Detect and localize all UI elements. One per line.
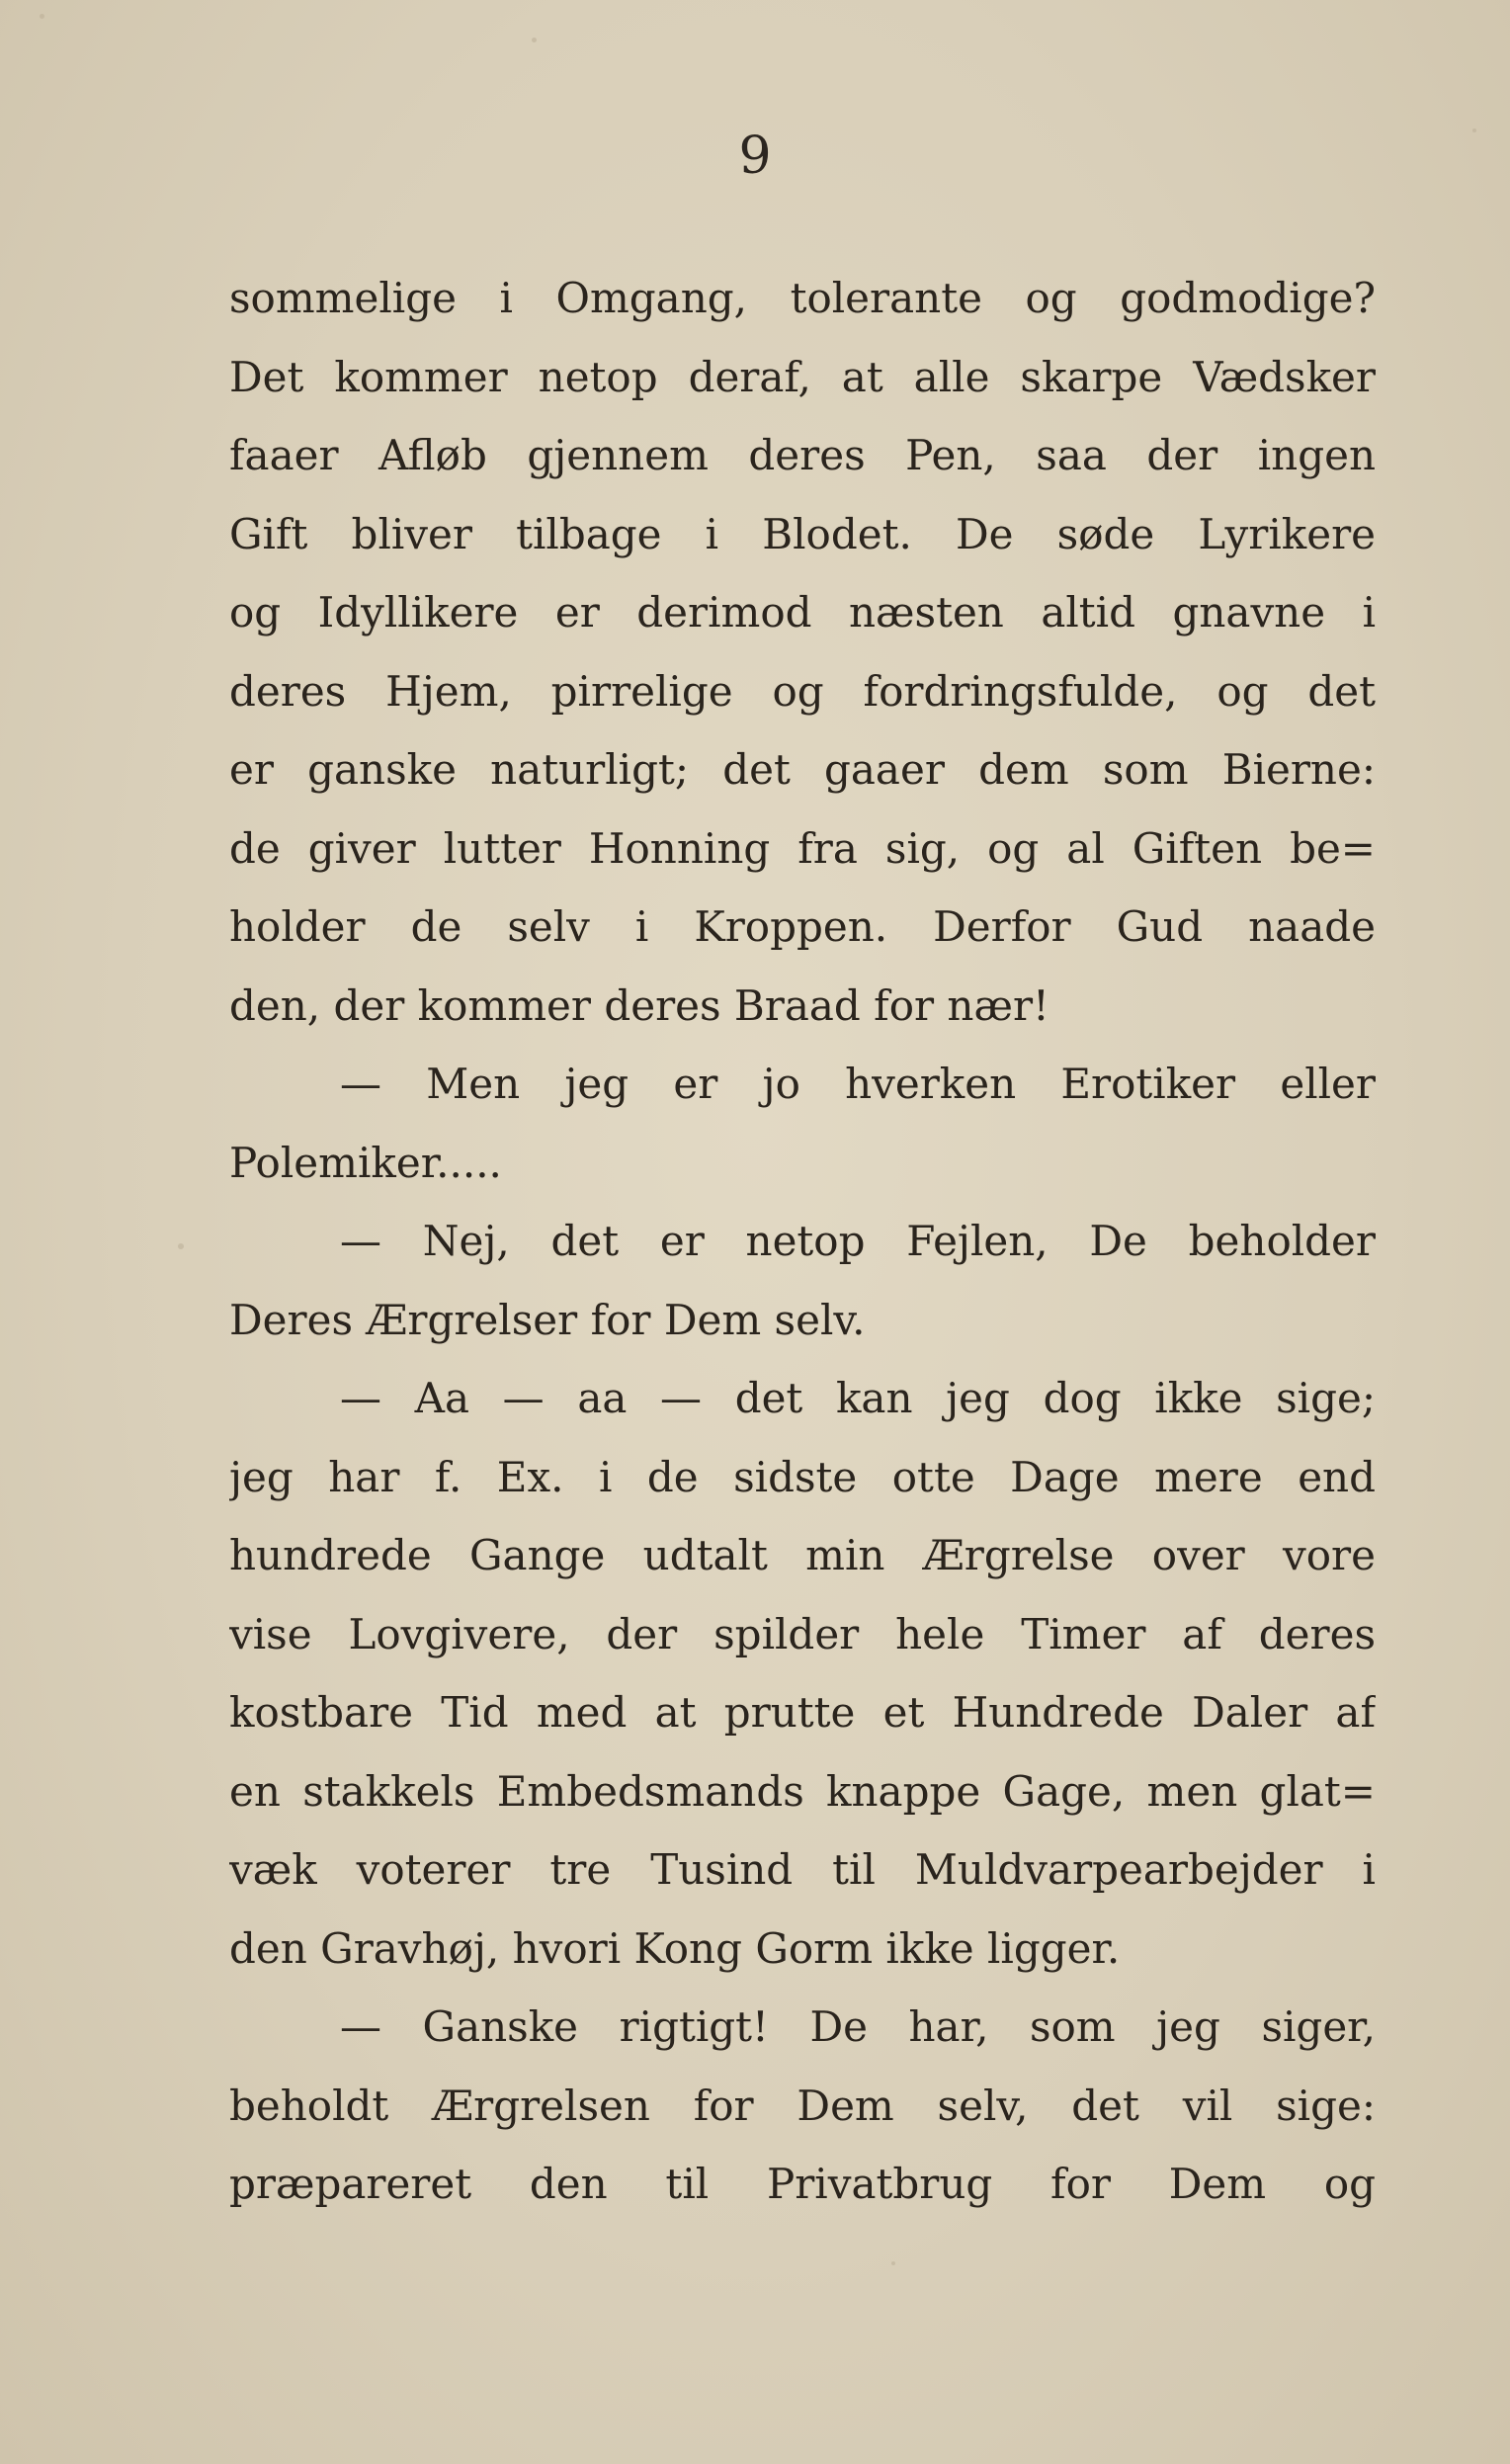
text-line: — Aa — aa — det kan jeg dog ikke sige; — [340, 1374, 1376, 1422]
text-line: de giver lutter Honning fra sig, og al Giften be= — [229, 823, 1376, 873]
text-line: jeg har f. Ex. i de sidste otte Dage mere end — [229, 1452, 1376, 1501]
text-line: — Men jeg er jo hverken Erotiker eller — [340, 1060, 1376, 1108]
text-line: deres Hjem, pirrelige og fordringsfulde, og det — [229, 666, 1376, 716]
body-text — [229, 259, 1376, 2224]
text-line: beholdt Ærgrelsen for Dem selv, det vil sige: — [229, 2081, 1376, 2130]
text-line: Gift bliver tilbage i Blodet. De søde Lyrikere — [229, 509, 1376, 558]
text-line: præpareret den til Privatbrug for Dem og — [229, 2160, 1376, 2208]
text-line: kostbare Tid med at prutte et Hundrede Daler af — [229, 1688, 1376, 1737]
paper-spot — [532, 38, 537, 42]
text-line: — Nej, det er netop Fejlen, De beholder — [340, 1217, 1376, 1265]
text-line: sommelige i Omgang, tolerante og godmodige? — [229, 274, 1376, 322]
text-line: — Ganske rigtigt! De har, som jeg siger, — [340, 2002, 1376, 2051]
paper-spot — [178, 1243, 184, 1249]
paper-spot — [40, 14, 44, 19]
text-line: faaer Afløb gjennem deres Pen, saa der ingen — [229, 431, 1376, 479]
text-line: vise Lovgivere, der spilder hele Timer af deres — [229, 1609, 1376, 1658]
text-line: Deres Ærgrelser for Dem selv. — [229, 1295, 866, 1344]
text-line: væk voterer tre Tusind til Muldvarpearbejder i — [229, 1845, 1376, 1894]
text-line: og Idyllikere er derimod næsten altid gnavne i — [229, 588, 1376, 637]
paper-spot — [891, 2261, 895, 2265]
text-line: Polemiker..... — [229, 1138, 502, 1187]
text-line: Det kommer netop deraf, at alle skarpe Vædsker — [229, 352, 1376, 401]
text-line: hundrede Gange udtalt min Ærgrelse over vore — [229, 1531, 1376, 1579]
text-line: den Gravhøj, hvori Kong Gorm ikke ligger. — [229, 1923, 1121, 1973]
text-line: den, der kommer deres Braad for nær! — [229, 980, 1049, 1030]
text-line: er ganske naturligt; det gaaer dem som Bierne: — [229, 745, 1376, 794]
text-line: holder de selv i Kroppen. Derfor Gud naade — [229, 902, 1376, 951]
page-number: 9 — [738, 127, 772, 186]
text-line: en stakkels Embedsmands knappe Gage, men glat= — [229, 1766, 1376, 1816]
